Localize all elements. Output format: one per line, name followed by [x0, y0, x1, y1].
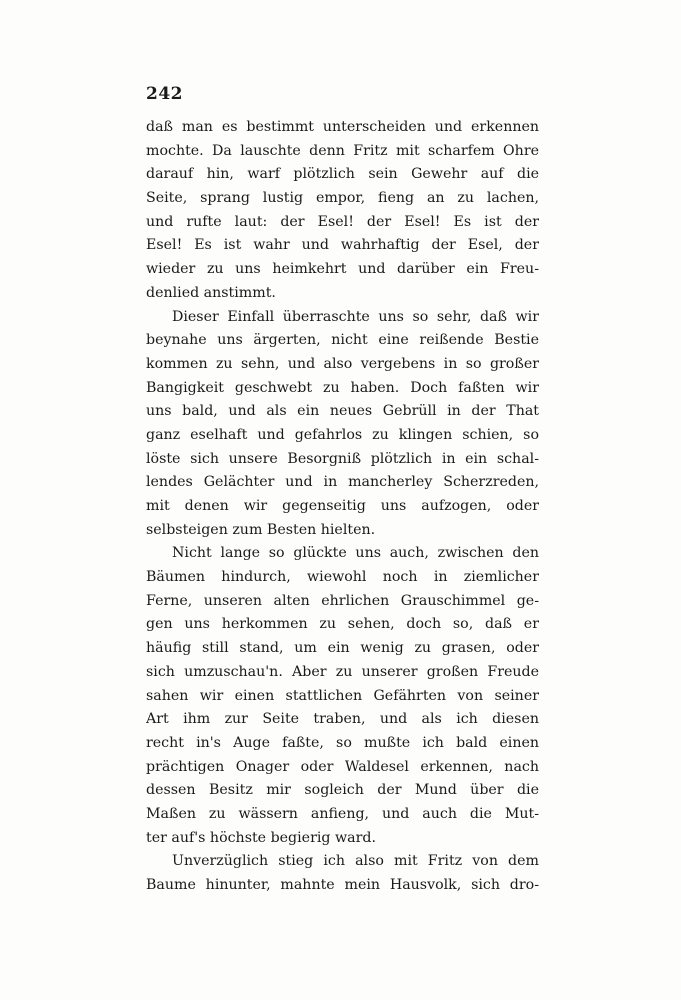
text-line: Nicht lange so glückte uns auch, zwischen den [172, 545, 539, 562]
text-line: beynahe uns ärgerten, nicht eine reißende Bestie [146, 332, 539, 349]
text-line: Baume hinunter, mahnte mein Hausvolk, sich dro- [146, 877, 539, 893]
text-line: prächtigen Onager oder Waldesel erkennen, nach [146, 758, 539, 775]
text-line: Bangigkeit geschwebt zu haben. Doch faßten wir [146, 379, 539, 396]
text-line: Dieser Einfall überraschte uns so sehr, daß wir [172, 308, 539, 325]
text-line: häufig still stand, um ein wenig zu grasen, oder [146, 640, 539, 657]
text-line: mochte. Da lauschte denn Fritz mit scharfem Ohre [146, 142, 539, 159]
text-line: gen uns herkommen zu sehen, doch so, daß er [146, 616, 539, 633]
text-line: Unverzüglich stieg ich also mit Fritz von dem [172, 853, 539, 870]
text-line: sahen wir einen stattlichen Gefährten von seiner [146, 687, 539, 704]
text-line: Seite, sprang lustig empor, fieng an zu lachen, [146, 190, 539, 207]
text-line: Maßen zu wässern anfieng, und auch die Mut- [146, 805, 539, 822]
text-line: dessen Besitz mir sogleich der Mund über die [146, 782, 539, 799]
text-line: uns bald, und als ein neues Gebrüll in der That [146, 403, 539, 420]
page-number: 242 [146, 84, 183, 104]
text-line: mit denen wir gegenseitig uns aufzogen, oder [146, 498, 539, 514]
text-line: recht in's Auge faßte, so mußte ich bald einen [146, 734, 539, 751]
text-line: selbsteigen zum Besten hielten. [146, 521, 376, 538]
text-line: ganz eselhaft und gefahrlos zu klingen schien, so [146, 426, 539, 443]
text-line: Art ihm zur Seite traben, und als ich diesen [146, 711, 539, 728]
text-line: löste sich unsere Besorgniß plötzlich in ein schal- [146, 450, 539, 467]
body-text [146, 116, 539, 898]
text-line: Bäumen hindurch, wiewohl noch in ziemlicher [146, 569, 539, 586]
text-line: Ferne, unseren alten ehrlichen Grauschimmel ge- [146, 592, 539, 609]
text-line: darauf hin, warf plötzlich sein Gewehr auf die [146, 166, 539, 183]
text-line: kommen zu sehn, und also vergebens in so großer [146, 355, 539, 372]
text-line: Esel! Es ist wahr und wahrhaftig der Esel, der [146, 237, 539, 254]
text-line: lendes Gelächter und in mancherley Scherzreden, [146, 474, 539, 491]
text-line: denlied anstimmt. [146, 284, 276, 301]
text-line: wieder zu uns heimkehrt und darüber ein Freu- [146, 261, 539, 278]
text-line: ter auf's höchste begierig ward. [146, 829, 376, 846]
text-line: und rufte laut: der Esel! der Esel! Es ist der [146, 213, 539, 230]
text-line: sich umzuschau'n. Aber zu unserer großen Freude [146, 663, 539, 680]
text-line: daß man es bestimmt unterscheiden und erkennen [146, 119, 539, 135]
